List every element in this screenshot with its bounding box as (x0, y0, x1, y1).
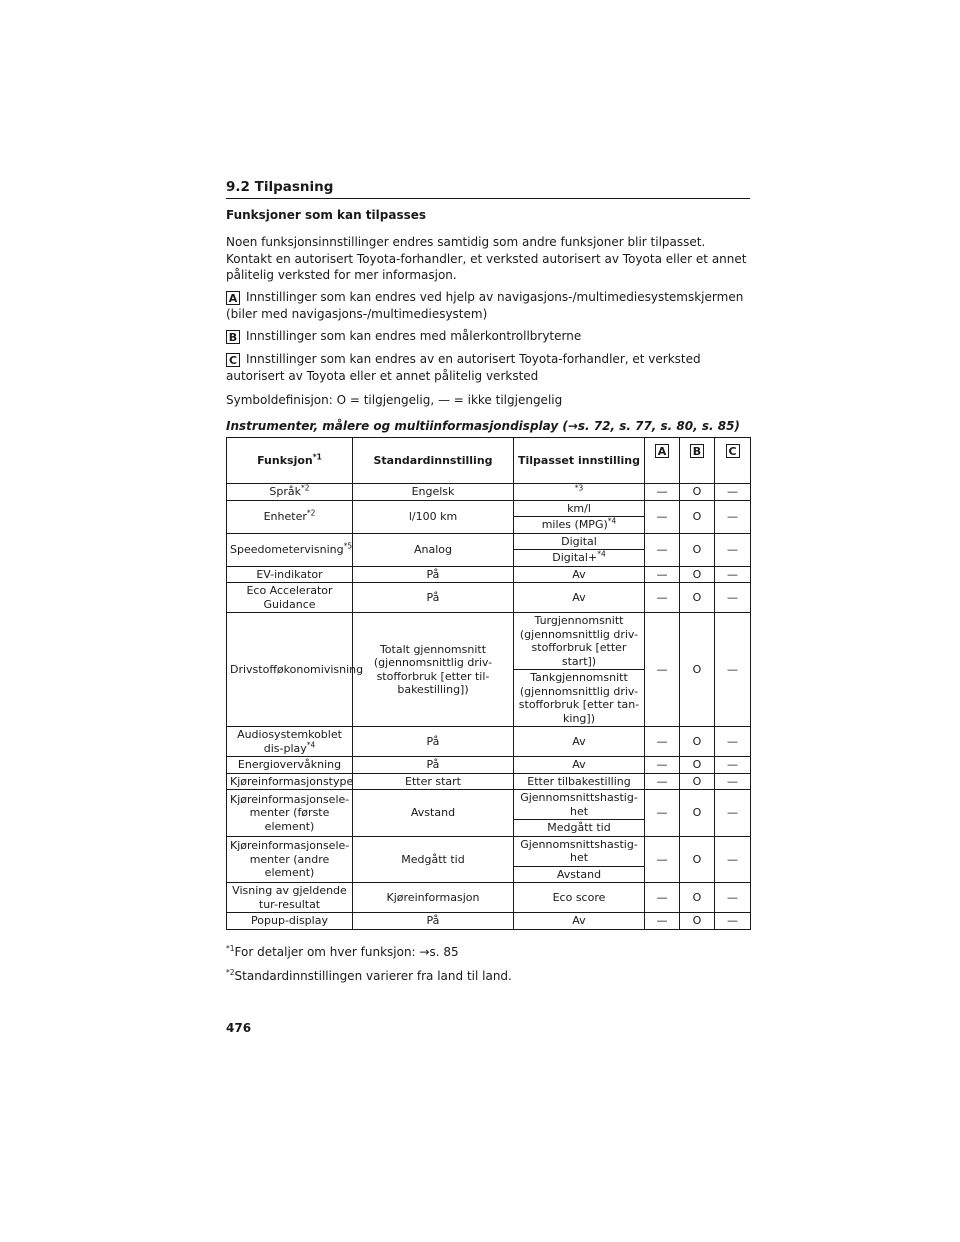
page-number: 476 (226, 1021, 252, 1035)
legend-text-b: Innstillinger som kan endres med målerkontrollbryterne (246, 329, 582, 343)
table-row: Språk$^{*2}$ Engelsk $^{*3}$ — O — (227, 484, 751, 501)
settings-table (226, 437, 751, 930)
subsection-heading: Funksjoner som kan tilpasses (226, 208, 427, 222)
footnote-2: $^{*2}$Standardinnstillingen varierer fra land til land. (226, 968, 512, 983)
table-subrow: Tankgjennomsnitt (gjennomsnittlig driv-stofforbruk [etter tan-king]) (227, 670, 751, 727)
table-row: EV-indikator På Av — O — (227, 566, 751, 583)
table-row: Energiovervåkning På Av — O — (227, 757, 751, 774)
table-title: Instrumenter, målere og multiinformasjondisplay (→s. 72, s. 77, s. 80, s. 85) (226, 419, 740, 433)
table-row: Kjøreinformasjonsele-menter (første element) Avstand Gjennomsnittshastig-het — O — (227, 790, 751, 820)
footnote-1: $^{*1}$For detaljer om hver funksjon: →s. 85 (226, 944, 459, 959)
table-subrow: Medgått tid (227, 820, 751, 837)
badge-c: C (226, 353, 240, 367)
table-subrow: miles (MPG)$^{*4}$ (227, 517, 751, 534)
legend-item-b (226, 328, 750, 345)
table-row: Audiosystemkoblet dis-play$^{*4}$ På Av — O — (227, 727, 751, 757)
table-subrow: Avstand (227, 866, 751, 883)
section-heading: 9.2 Tilpasning (226, 179, 750, 199)
col-a: A (645, 438, 680, 484)
badge-b: B (226, 330, 240, 344)
table-row: Enheter$^{*2}$ l/100 km km/l — O — (227, 500, 751, 517)
table-row: Eco Accelerator Guidance På Av — O — (227, 583, 751, 613)
col-b: B (680, 438, 715, 484)
legend-text-a: Innstillinger som kan endres ved hjelp av navigasjons-/multimediesystemskjermen (biler med navigasjons-/multimediesystem) (226, 290, 744, 321)
table-row: Kjøreinformasjonstype Etter start Etter tilbakestilling — O — (227, 773, 751, 790)
table-subrow: Digital+$^{*4}$ (227, 550, 751, 567)
table-row: Visning av gjeldende tur-resultat Kjøreinformasjon Eco score — O — (227, 883, 751, 913)
table-header-row (227, 438, 751, 484)
table-row: Speedometervisning$^{*5}$ Analog Digital — O — (227, 533, 751, 550)
col-c: C (715, 438, 751, 484)
badge-a: A (226, 291, 240, 305)
legend-item-c (226, 351, 750, 384)
table-row: Popup-display På Av — O — (227, 913, 751, 930)
intro-paragraph: Noen funksjonsinnstillinger endres samtidig som andre funksjoner blir tilpasset. Kontakt en autorisert Toyota-forhandler, et verksted autorisert av Toyota eller et annet pålitelig verksted for mer informasjon. (226, 235, 747, 282)
table-row: Kjøreinformasjonsele-menter (andre element) Medgått tid Gjennomsnittshastig-het — O — (227, 836, 751, 866)
col-default: Standardinnstilling (353, 438, 514, 484)
col-custom: Tilpasset innstilling (514, 438, 645, 484)
legend-item-a (226, 289, 750, 322)
symbol-definition: Symboldefinisjon: O = tilgjengelig, — = ikke tilgjengelig (226, 393, 563, 407)
table-row: Drivstofføkonomivisning Totalt gjennomsnitt (gjennomsnittlig driv-stofforbruk [etter til-bakestilling]) Turgjennomsnitt (gjennomsnittlig driv-stofforbruk [etter start]) — O — (227, 613, 751, 670)
legend-text-c: Innstillinger som kan endres av en autorisert Toyota-forhandler, et verksted autorisert av Toyota eller et annet pålitelig verksted (226, 352, 701, 383)
col-function: Funksjon$^{*1}$ (227, 438, 353, 484)
